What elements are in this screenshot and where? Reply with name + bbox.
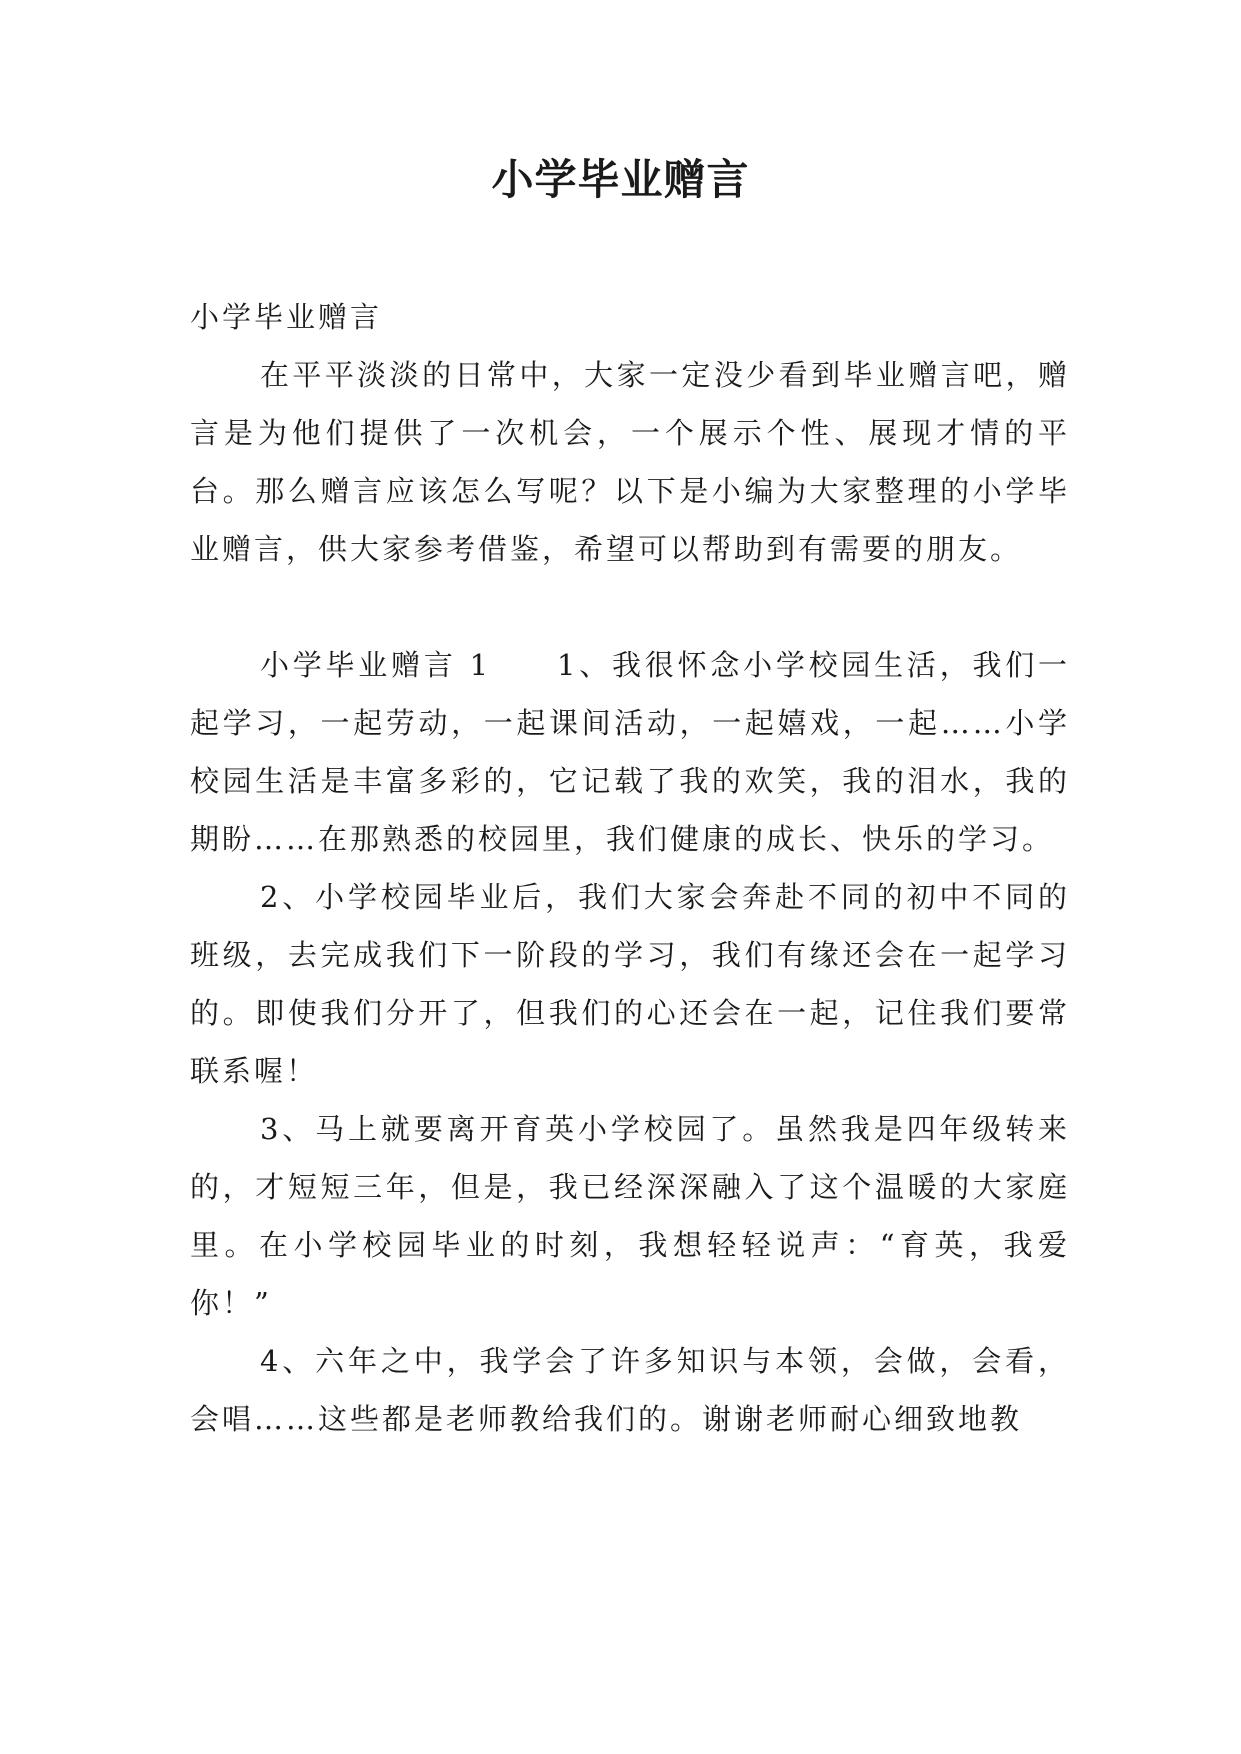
- item-3-paragraph: 3、马上就要离开育英小学校园了。虽然我是四年级转来的，才短短三年，但是，我已经深深融入了这个温暖的大家庭里。在小学校园毕业的时刻，我想轻轻说声：“育英，我爱你！”: [190, 1112, 1070, 1320]
- paragraph-spacer: [190, 578, 1070, 636]
- document-subtitle: 小学毕业赠言: [190, 300, 383, 334]
- intro-paragraph: 在平平淡淡的日常中，大家一定没少看到毕业赠言吧，赠言是为他们提供了一次机会，一个展示个性、展现才情的平台。那么赠言应该怎么写呢？以下是小编为大家整理的小学毕业赠言，供大家参考借鉴，希望可以帮助到有需要的朋友。: [190, 358, 1070, 566]
- document-body: [190, 288, 1070, 1448]
- item-1-text: 1、我很怀念小学校园生活，我们一起学习，一起劳动，一起课间活动，一起嬉戏，一起……小学校园生活是丰富多彩的，它记载了我的欢笑，我的泪水，我的期盼……在那熟悉的校园里，我们健康的成长、快乐的学习。: [190, 648, 1071, 856]
- section-1-paragraph: [190, 636, 1070, 868]
- item-2-paragraph: 2、小学校园毕业后，我们大家会奔赴不同的初中不同的班级，去完成我们下一阶段的学习，我们有缘还会在一起学习的。即使我们分开了，但我们的心还会在一起，记住我们要常联系喔！: [190, 880, 1070, 1088]
- section-heading: 小学毕业赠言 1: [260, 648, 492, 682]
- item-4-paragraph: 4、六年之中，我学会了许多知识与本领，会做，会看，会唱……这些都是老师教给我们的。谢谢老师耐心细致地教: [190, 1344, 1070, 1436]
- document-title: 小学毕业赠言: [491, 155, 750, 204]
